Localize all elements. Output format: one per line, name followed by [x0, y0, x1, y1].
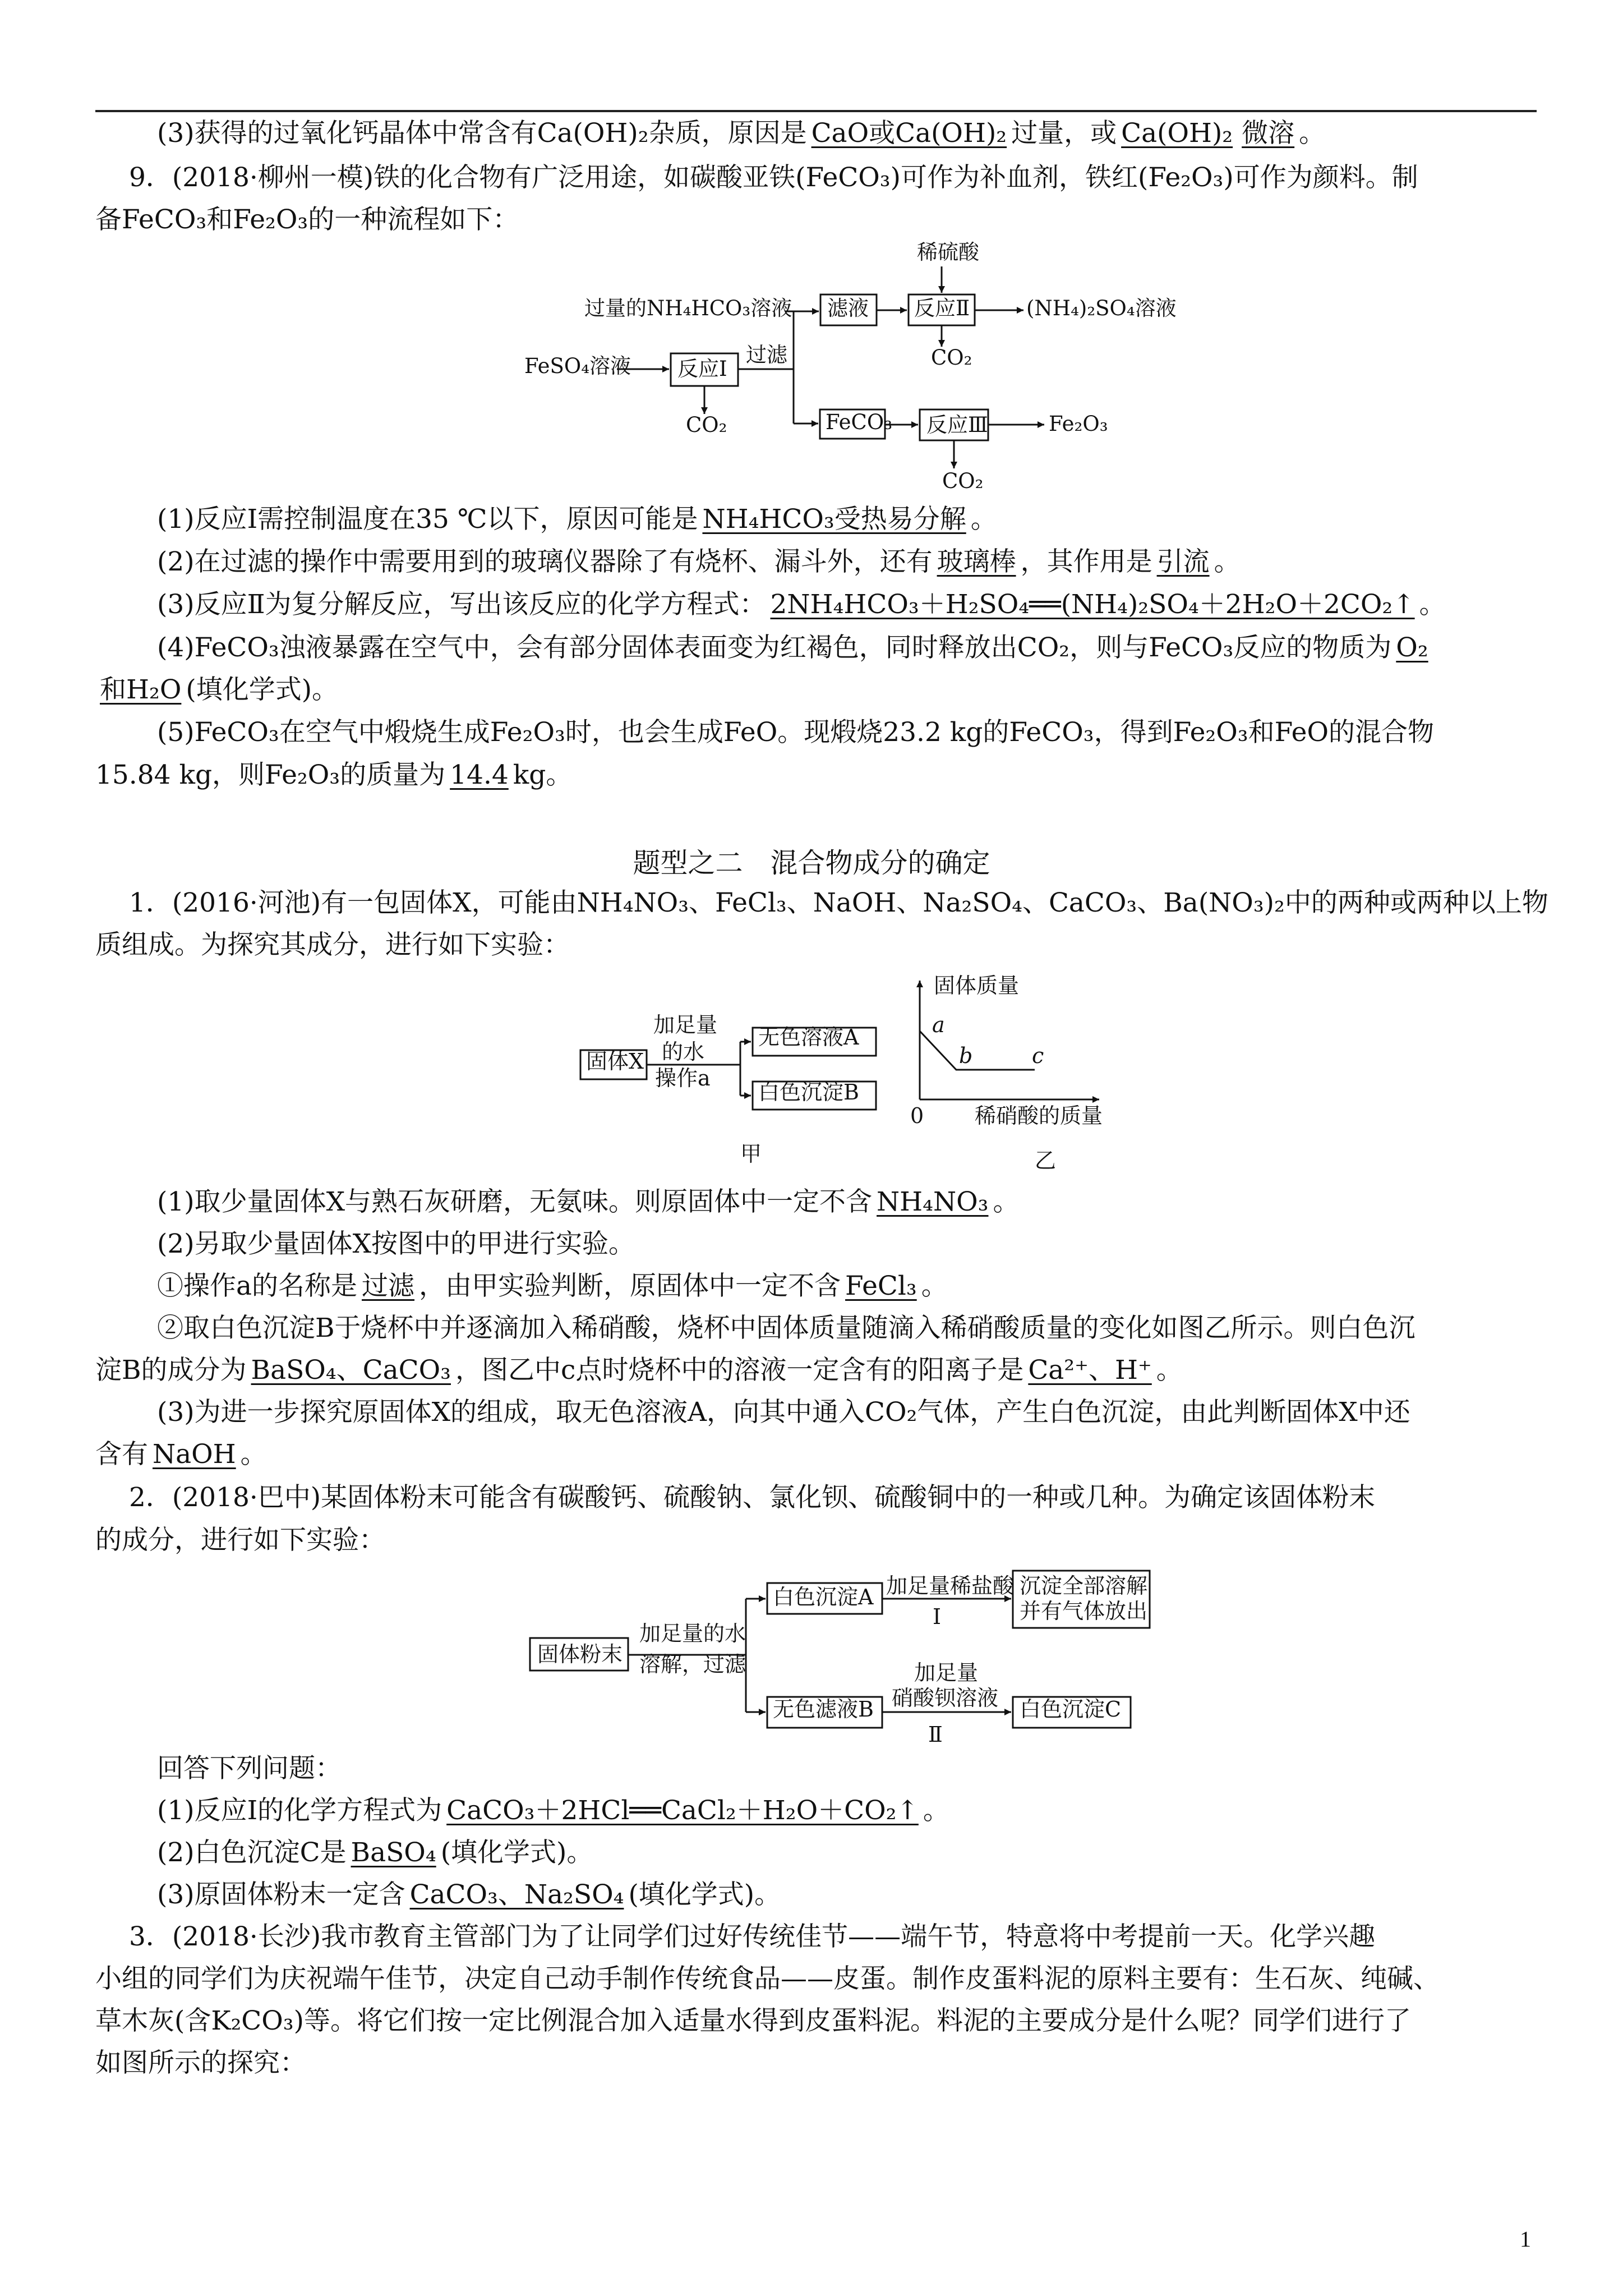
answer-blank: NaOH — [153, 1439, 236, 1470]
p1-stem-line1: 1．(2016·河池)有一包固体X，可能由NH₄NO₃、FeCl₃、NaOH、Na₂SO₄、CaCO₃、Ba(NO₃)₂中的两种或两种以上物 — [129, 887, 1548, 918]
answer-blank: FeCl₃ — [845, 1271, 917, 1301]
p2-cond1b: 溶解，过滤 — [639, 1652, 746, 1677]
q9-sub4-line1: (4)FeCO₃浊液暴露在空气中，会有部分固体表面变为红褐色，同时释放出CO₂，则与FeCO₃反应的物质为 O₂ — [157, 631, 1433, 665]
p1-caption-yi: 乙 — [1035, 1148, 1057, 1173]
p3-line3: 草木灰(含K₂CO₃)等。将它们按一定比例混合加入适量水得到皮蛋料泥。料泥的主要成分是什么呢？同学们进行了 — [95, 2005, 1411, 2036]
page-number: 1 — [1520, 2226, 1531, 2252]
answer-blank: Ca(OH)₂ — [1121, 118, 1233, 149]
section-title: 题型之二 混合物成分的确定 — [633, 847, 990, 879]
flow-reaction2-box — [909, 295, 975, 325]
p2-ppt-a-box — [767, 1583, 882, 1614]
p1-caption-jia: 甲 — [740, 1142, 762, 1166]
p1-sub2b-line1: ②取白色沉淀B于烧杯中并逐滴加入稀硝酸，烧杯中固体质量随滴入稀硝酸质量的变化如图乙所示。则白色沉 — [157, 1313, 1415, 1343]
p1-cond3: 操作a — [655, 1066, 711, 1091]
p1-cond1: 加足量 — [653, 1013, 718, 1037]
p1-cond2: 的水 — [662, 1039, 705, 1064]
answer-blank: 和H₂O — [100, 674, 182, 705]
p1-sub3-line1: (3)为进一步探究原固体X的组成，取无色溶液A，向其中通入CO₂气体，产生白色沉淀，由此判断固体X中还 — [157, 1397, 1410, 1428]
p2-step2: Ⅱ — [928, 1722, 943, 1747]
q9-stem-line1: 9．(2018·柳州一模)铁的化合物有广泛用途，如碳酸亚铁(FeCO₃)可作为补血剂，铁红(Fe₂O₃)可作为颜料。制 — [129, 162, 1418, 193]
flow-reaction2-node: 反应Ⅱ — [914, 296, 970, 320]
flow-co2-a-label: CO₂ — [931, 346, 972, 370]
flow-acid-label: 稀硫酸 — [917, 240, 979, 264]
flow-fe2o3-label: Fe₂O₃ — [1049, 412, 1108, 436]
flow-co2-b-label: CO₂ — [686, 413, 727, 437]
q9-sub2: (2)在过滤的操作中需要用到的玻璃仪器除了有烧杯、漏斗外，还有 玻璃棒 ，其作用是 引流 。 — [157, 546, 1241, 577]
answer-blank: BaSO₄ — [351, 1837, 436, 1868]
flow-filter-label: 过滤 — [746, 343, 787, 367]
graph-ylabel: 固体质量 — [934, 973, 1020, 998]
flow-feco3-node: FeCO₃ — [826, 410, 893, 434]
graph-xlabel: 稀硝酸的质量 — [975, 1103, 1103, 1128]
q9-sub1: (1)反应Ⅰ需控制温度在35 ℃以下，原因可能是 NH₄HCO₃受热易分解 。 — [157, 504, 997, 535]
q9-sub4-line2: 和H₂O (填化学式)。 — [95, 673, 338, 707]
p2-cond3a: 加足量 — [914, 1660, 979, 1685]
flow-feco3-box — [820, 409, 885, 439]
p1-stem-line2: 质组成。为探究其成分，进行如下实验： — [95, 930, 570, 960]
p2-sub3: (3)原固体粉末一定含 CaCO₃、Na₂SO₄ (填化学式)。 — [157, 1879, 781, 1910]
answer-blank: 过滤 — [362, 1271, 415, 1301]
p1-out-b-node: 白色沉淀B — [758, 1080, 859, 1105]
p2-filtrate-b-box — [767, 1697, 882, 1728]
answer-blank: Ca²⁺、H⁺ — [1028, 1355, 1152, 1386]
p2-cond2: 加足量稀盐酸 — [886, 1573, 1015, 1598]
p2-answer-intro: 回答下列问题： — [157, 1753, 342, 1784]
answer-blank: NH₄HCO₃受热易分解 — [702, 504, 966, 535]
flow-reaction1-node: 反应Ⅰ — [677, 357, 727, 381]
p2-sub2: (2)白色沉淀C是 BaSO₄ (填化学式)。 — [157, 1837, 593, 1868]
graph-point-a-label: a — [932, 1013, 945, 1037]
flow-co2-c-label: CO₂ — [942, 469, 984, 493]
p2-cond1a: 加足量的水 — [639, 1621, 746, 1646]
p1-sub2: (2)另取少量固体X按图中的甲进行实验。 — [157, 1228, 635, 1259]
p2-solid-node: 固体粉末 — [537, 1642, 623, 1667]
p2-ppt-a-node: 白色沉淀A — [773, 1585, 874, 1609]
p2-step1: Ⅰ — [933, 1604, 942, 1629]
answer-blank: 引流 — [1156, 546, 1210, 577]
answer-blank: 玻璃棒 — [937, 546, 1016, 577]
q9-sub5-line2: 15.84 kg，则Fe₂O₃的质量为 14.4 kg。 — [95, 760, 573, 790]
p2-sub1: (1)反应Ⅰ的化学方程式为 CaCO₃＋2HCl══CaCl₂＋H₂O＋CO₂↑ 。 — [157, 1795, 949, 1826]
p1-solid-box — [580, 1050, 647, 1079]
top-rule — [95, 110, 1537, 112]
flow-filtrate-box — [820, 295, 877, 325]
p2-result1-box — [1013, 1571, 1150, 1628]
p3-line2: 小组的同学们为庆祝端午佳节，决定自己动手制作传统食品——皮蛋。制作皮蛋料泥的原料主要有：生石灰、纯碱、 — [95, 1963, 1440, 1994]
graph-curve — [920, 1031, 1035, 1070]
p3-line4: 如图所示的探究： — [95, 2047, 306, 2078]
p2-ppt-c-node: 白色沉淀C — [1020, 1697, 1122, 1722]
p2-stem-line2: 的成分，进行如下实验： — [95, 1525, 385, 1556]
answer-blank: 2NH₄HCO₃＋H₂SO₄══(NH₄)₂SO₄＋2H₂O＋2CO₂↑ — [770, 589, 1415, 620]
graph-point-c-label: c — [1032, 1043, 1044, 1068]
p2-filtrate-b-node: 无色滤液B — [773, 1697, 874, 1722]
q9-sub3: (3)反应Ⅱ为复分解反应，写出该反应的化学方程式： 2NH₄HCO₃＋H₂SO₄══(NH₄)₂SO₄＋2H₂O＋2CO₂↑ 。 — [157, 589, 1446, 620]
flow-feso4-label: FeSO₄溶液 — [524, 354, 631, 378]
p1-out-a-box — [753, 1028, 876, 1056]
p2-solid-box — [530, 1638, 628, 1671]
answer-blank: CaO或Ca(OH)₂ — [811, 118, 1007, 149]
answer-blank: O₂ — [1396, 632, 1428, 663]
p2-ppt-c-box — [1013, 1697, 1131, 1728]
flow-product2-label: (NH₄)₂SO₄溶液 — [1026, 296, 1177, 320]
answer-blank: CaCO₃、Na₂SO₄ — [409, 1879, 624, 1910]
flow-reaction3-box — [920, 409, 988, 440]
flow-reaction1-box — [671, 353, 738, 386]
q9-stem-line2: 备FeCO₃和Fe₂O₃的一种流程如下： — [95, 204, 519, 235]
p2-result1a: 沉淀全部溶解 — [1020, 1573, 1148, 1598]
answer-blank: NH₄NO₃ — [877, 1186, 989, 1217]
answer-blank: 微溶 — [1242, 118, 1295, 149]
p3-line1: 3．(2018·长沙)我市教育主管部门为了让同学们过好传统佳节——端午节，特意将中考提前一天。化学兴趣 — [129, 1921, 1376, 1952]
p1-out-b-box — [753, 1082, 876, 1110]
answer-blank: BaSO₄、CaCO₃ — [251, 1355, 451, 1386]
answer-blank: 14.4 — [450, 760, 509, 790]
p1-sub1: (1)取少量固体X与熟石灰研磨，无氨味。则原固体中一定不含 NH₄NO₃ 。 — [157, 1186, 1020, 1217]
p1-solid-node: 固体X — [586, 1049, 644, 1074]
p1-out-a-node: 无色溶液A — [758, 1025, 859, 1050]
flow-reaction3-node: 反应Ⅲ — [926, 413, 988, 437]
p1-sub3-line2: 含有 NaOH 。 — [95, 1439, 267, 1470]
flow-nh4hco3-label: 过量的NH₄HCO₃溶液 — [584, 296, 792, 320]
flow-filtrate-node: 滤液 — [827, 296, 869, 320]
p2-stem-line1: 2．(2018·巴中)某固体粉末可能含有碳酸钙、硫酸钠、氯化钡、硫酸铜中的一种或几种。为确定该固体粉末 — [129, 1482, 1376, 1513]
graph-origin: 0 — [910, 1103, 924, 1128]
p2-cond3b: 硝酸钡溶液 — [892, 1686, 999, 1710]
q9-sub5-line1: (5)FeCO₃在空气中煅烧生成Fe₂O₃时，也会生成FeO。现煅烧23.2 kg的FeCO₃，得到Fe₂O₃和FeO的混合物 — [157, 717, 1435, 748]
p1-sub2a: ①操作a的名称是 过滤 ，由甲实验判断，原固体中一定不含 FeCl₃ 。 — [157, 1271, 948, 1301]
p1-sub2b-line2: 淀B的成分为 BaSO₄、CaCO₃ ，图乙中c点时烧杯中的溶液一定含有的阳离子是 Ca²⁺、H⁺ 。 — [95, 1355, 1183, 1386]
answer-blank: CaCO₃＋2HCl══CaCl₂＋H₂O＋CO₂↑ — [446, 1795, 919, 1826]
graph-point-b-label: b — [959, 1043, 973, 1068]
p2-result1b: 并有气体放出 — [1020, 1599, 1148, 1623]
q8-sub3: (3)获得的过氧化钙晶体中常含有Ca(OH)₂杂质，原因是 CaO或Ca(OH)₂ 过量，或 Ca(OH)₂ 微溶 。 — [157, 118, 1326, 149]
